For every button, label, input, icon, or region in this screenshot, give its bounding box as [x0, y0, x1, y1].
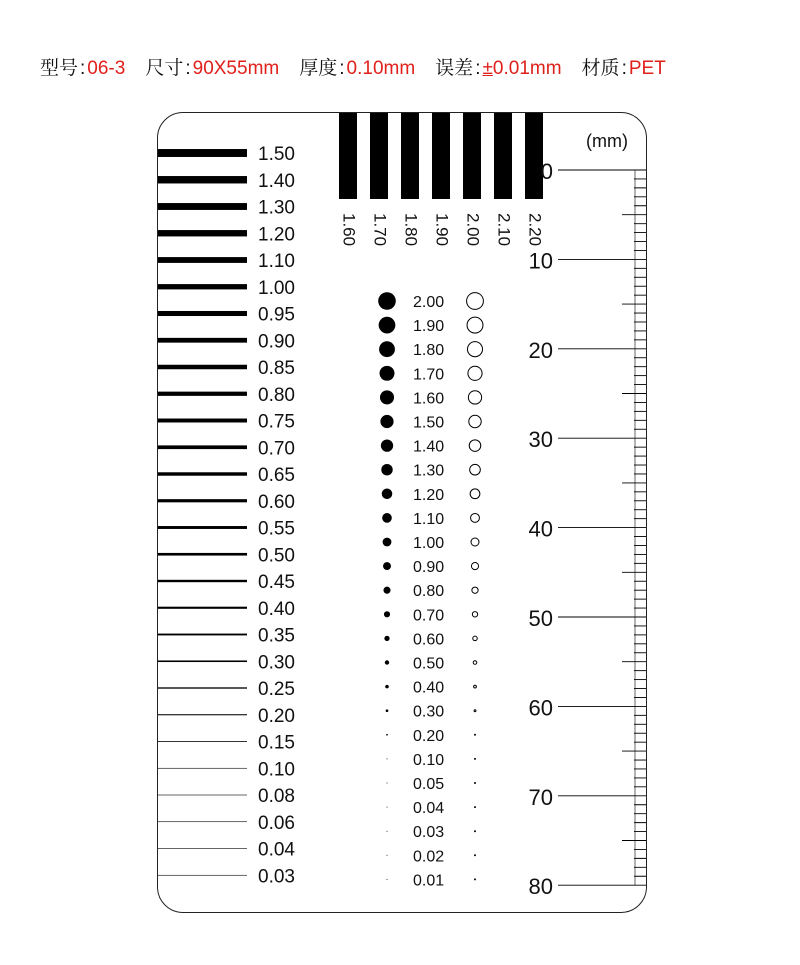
dot-gauge-outline: [468, 391, 481, 404]
line-gauge-bar: [158, 687, 247, 688]
ruler-label: 30: [528, 427, 553, 453]
spec-item: [299, 53, 415, 80]
dot-gauge-label: 0.80: [413, 583, 445, 601]
bar-gauge-bar: [432, 113, 450, 199]
line-gauge-bar: [158, 392, 247, 396]
dot-gauge-filled: [384, 636, 389, 641]
line-gauge-bar: [158, 580, 247, 582]
line-gauge-label: 0.03: [258, 866, 295, 888]
spec-item: [40, 53, 125, 80]
dot-gauge-filled: [387, 758, 388, 759]
dot-gauge-filled: [382, 489, 393, 500]
line-gauge-label: 0.06: [258, 812, 295, 834]
line-gauge-label: 0.20: [258, 705, 295, 727]
dot-gauge-label: 0.90: [413, 559, 445, 577]
spec-value: 90X55mm: [192, 57, 280, 79]
ruler-unit-label: (mm): [586, 131, 628, 151]
line-gauge-bar: [158, 821, 247, 822]
spec-colon: :: [475, 57, 481, 79]
line-gauge-label: 1.00: [258, 277, 295, 299]
line-gauge-bar: [158, 553, 247, 556]
ruler-label: 50: [528, 606, 553, 631]
dot-gauge-outline: [471, 513, 480, 522]
line-gauge-bar: [158, 176, 247, 183]
spec-value: 0.01mm: [492, 57, 562, 79]
line-gauge-label: 0.60: [258, 491, 295, 513]
spec-header: [40, 50, 666, 82]
dot-gauge-label: 0.04: [413, 800, 445, 818]
bar-gauge-label: 2.20: [525, 213, 545, 247]
bar-gauge-bar: [525, 113, 543, 199]
dot-gauge-label: 0.03: [413, 824, 445, 842]
line-gauge-label: 0.04: [258, 839, 295, 861]
line-gauge-bar: [158, 311, 247, 316]
dot-gauge-filled: [383, 587, 390, 594]
dot-gauge-outline: [467, 317, 483, 333]
dot-gauge-outline: [469, 440, 481, 452]
dot-gauge-label: 1.80: [413, 342, 445, 360]
dot-gauge-outline: [472, 587, 478, 593]
spec-item: [435, 53, 561, 80]
dot-gauge-filled: [380, 366, 395, 381]
dot-gauge-label: 0.10: [413, 751, 445, 769]
bar-gauge-label: 2.00: [463, 213, 483, 247]
dot-gauge-filled: [387, 831, 388, 832]
line-gauge-bar: [158, 365, 247, 370]
dot-gauge-outline: [475, 831, 476, 832]
line-gauge-label: 1.10: [258, 251, 295, 272]
line-gauge-bar: [158, 714, 247, 715]
dot-gauge-outline: [475, 783, 476, 784]
dot-gauge-label: 1.10: [413, 510, 445, 528]
dot-gauge-filled: [381, 439, 393, 451]
dot-gauge-filled: [383, 562, 391, 570]
gauge-card: [157, 112, 647, 913]
bar-gauge-label: 1.60: [339, 213, 359, 247]
line-gauge-bar: [158, 284, 247, 289]
dot-gauge-filled: [380, 415, 393, 428]
line-gauge-label: 0.50: [258, 545, 295, 567]
spec-label: 误差: [435, 57, 474, 79]
line-gauge-label: 0.35: [258, 625, 295, 647]
dot-gauge-outline: [475, 879, 476, 880]
dot-gauge-filled: [387, 879, 388, 880]
line-gauge-bar: [158, 230, 247, 236]
dot-gauge-outline: [474, 685, 477, 688]
line-gauge-label: 0.45: [258, 572, 295, 593]
dot-gauge-label: 1.20: [413, 486, 445, 504]
line-gauge-label: 1.30: [258, 197, 295, 219]
bar-gauge-bar: [339, 113, 357, 199]
dot-gauge-outline: [469, 415, 481, 427]
line-gauge-label: 0.25: [258, 679, 295, 700]
gauge-graphic: [158, 113, 647, 913]
dot-gauge-outline: [470, 464, 481, 475]
line-gauge-bar: [158, 634, 247, 636]
dot-gauge-outline: [475, 758, 476, 759]
spec-label: 尺寸: [145, 57, 184, 79]
dot-gauge-outline: [467, 293, 484, 310]
spec-label: 材质: [581, 57, 620, 79]
spec-value: PET: [628, 57, 666, 79]
line-gauge-label: 0.30: [258, 652, 295, 674]
line-gauge-label: 0.65: [258, 465, 295, 486]
line-gauge-bar: [158, 472, 247, 475]
line-gauge-bar: [158, 795, 247, 796]
line-gauge-bar: [158, 660, 247, 662]
dot-gauge-label: 1.70: [413, 366, 445, 384]
line-gauge-label: 0.10: [258, 759, 295, 781]
dot-gauge-label: 1.50: [413, 414, 445, 432]
line-gauge-bar: [158, 203, 247, 210]
dot-gauge-label: 1.30: [413, 462, 445, 480]
spec-value: 06-3: [87, 57, 126, 79]
plus-minus-sign: ±: [482, 57, 493, 79]
ruler-label: 60: [528, 695, 553, 721]
dot-gauge-outline: [475, 807, 476, 808]
dot-gauge-outline: [471, 538, 479, 546]
line-gauge-bar: [158, 499, 247, 502]
dot-gauge-filled: [383, 538, 392, 547]
dot-gauge-filled: [384, 611, 390, 617]
spec-colon: :: [339, 57, 345, 79]
line-gauge-bar: [158, 338, 247, 343]
dot-gauge-outline: [470, 489, 480, 499]
spec-label: 厚度: [299, 57, 338, 79]
spec-colon: :: [185, 57, 191, 79]
ruler-label: 70: [528, 784, 553, 810]
spec-item: [145, 53, 279, 80]
ruler-label: 80: [528, 874, 553, 900]
bar-gauge-label: 1.90: [432, 213, 452, 247]
bar-gauge-bar: [401, 113, 419, 199]
dot-gauge-label: 0.70: [413, 607, 445, 625]
dot-gauge-filled: [378, 292, 396, 310]
line-gauge-label: 0.85: [258, 358, 295, 379]
line-gauge-bar: [158, 768, 247, 769]
dot-gauge-filled: [387, 855, 388, 856]
line-gauge-label: 0.70: [258, 438, 295, 460]
dot-gauge-label: 0.20: [413, 727, 445, 745]
line-gauge-label: 0.08: [258, 786, 295, 807]
bar-gauge-label: 1.80: [401, 213, 421, 247]
dot-gauge-outline: [473, 636, 477, 640]
line-gauge-bar: [158, 607, 247, 609]
dot-gauge-outline: [468, 366, 482, 380]
line-gauge-bar: [158, 257, 247, 263]
line-gauge-bar: [158, 848, 247, 849]
dot-gauge-label: 0.40: [413, 679, 445, 697]
bar-gauge-bar: [370, 113, 388, 199]
spec-colon: :: [80, 57, 86, 79]
dot-gauge-filled: [386, 709, 389, 712]
dot-gauge-label: 1.90: [413, 318, 445, 336]
spec-item: [582, 53, 666, 80]
dot-gauge-label: 2.00: [413, 294, 445, 311]
dot-gauge-label: 0.30: [413, 703, 445, 721]
line-gauge-label: 0.75: [258, 411, 295, 433]
dot-gauge-outline: [472, 612, 477, 617]
dot-gauge-outline: [475, 855, 476, 856]
dot-gauge-outline: [467, 342, 482, 357]
line-gauge-label: 0.90: [258, 331, 295, 353]
dot-gauge-filled: [385, 685, 389, 689]
line-gauge-bar: [158, 741, 247, 742]
dot-gauge-label: 0.05: [413, 776, 445, 793]
dot-gauge-filled: [386, 734, 388, 736]
dot-gauge-label: 0.50: [413, 655, 445, 673]
line-gauge-bar: [158, 419, 247, 423]
dot-gauge-filled: [382, 513, 392, 523]
dot-gauge-label: 1.00: [413, 535, 445, 552]
bar-gauge-label: 2.10: [494, 213, 514, 247]
line-gauge-label: 1.40: [258, 170, 295, 192]
line-gauge-label: 0.95: [258, 304, 295, 326]
dot-gauge-label: 1.40: [413, 438, 445, 456]
dot-gauge-filled: [379, 317, 396, 334]
line-gauge-label: 0.80: [258, 384, 295, 406]
dot-gauge-filled: [379, 341, 395, 357]
ruler-label: 20: [528, 337, 553, 363]
dot-gauge-label: 1.60: [413, 390, 445, 408]
line-gauge-label: 0.15: [258, 732, 295, 754]
line-gauge-label: 1.50: [258, 144, 295, 165]
line-gauge-bar: [158, 445, 247, 449]
ruler-label: 40: [528, 516, 553, 542]
dot-gauge-label: 0.60: [413, 631, 445, 649]
dot-gauge-filled: [385, 660, 389, 664]
dot-gauge-outline: [475, 734, 476, 735]
line-gauge-label: 1.20: [258, 224, 295, 246]
dot-gauge-label: 0.02: [413, 848, 445, 866]
dot-gauge-outline: [473, 661, 477, 665]
line-gauge-bar: [158, 526, 247, 529]
dot-gauge-outline: [474, 710, 476, 712]
dot-gauge-filled: [380, 390, 394, 404]
spec-value: 0.10mm: [346, 57, 416, 79]
dot-gauge-filled: [387, 807, 388, 808]
dot-gauge-label: 0.01: [413, 872, 445, 890]
line-gauge-bar: [158, 875, 247, 876]
dot-gauge-filled: [381, 464, 392, 475]
ruler-label: 0: [540, 159, 553, 184]
dot-gauge-filled: [387, 783, 388, 784]
ruler-label: 10: [528, 248, 553, 274]
bar-gauge-label: 1.70: [370, 213, 390, 247]
spec-colon: :: [621, 57, 627, 79]
bar-gauge-bar: [494, 113, 512, 199]
line-gauge-label: 0.40: [258, 598, 295, 620]
line-gauge-label: 0.55: [258, 518, 295, 540]
bar-gauge-bar: [463, 113, 481, 199]
dot-gauge-outline: [471, 563, 478, 570]
line-gauge-bar: [158, 149, 247, 157]
spec-label: 型号: [40, 57, 79, 79]
